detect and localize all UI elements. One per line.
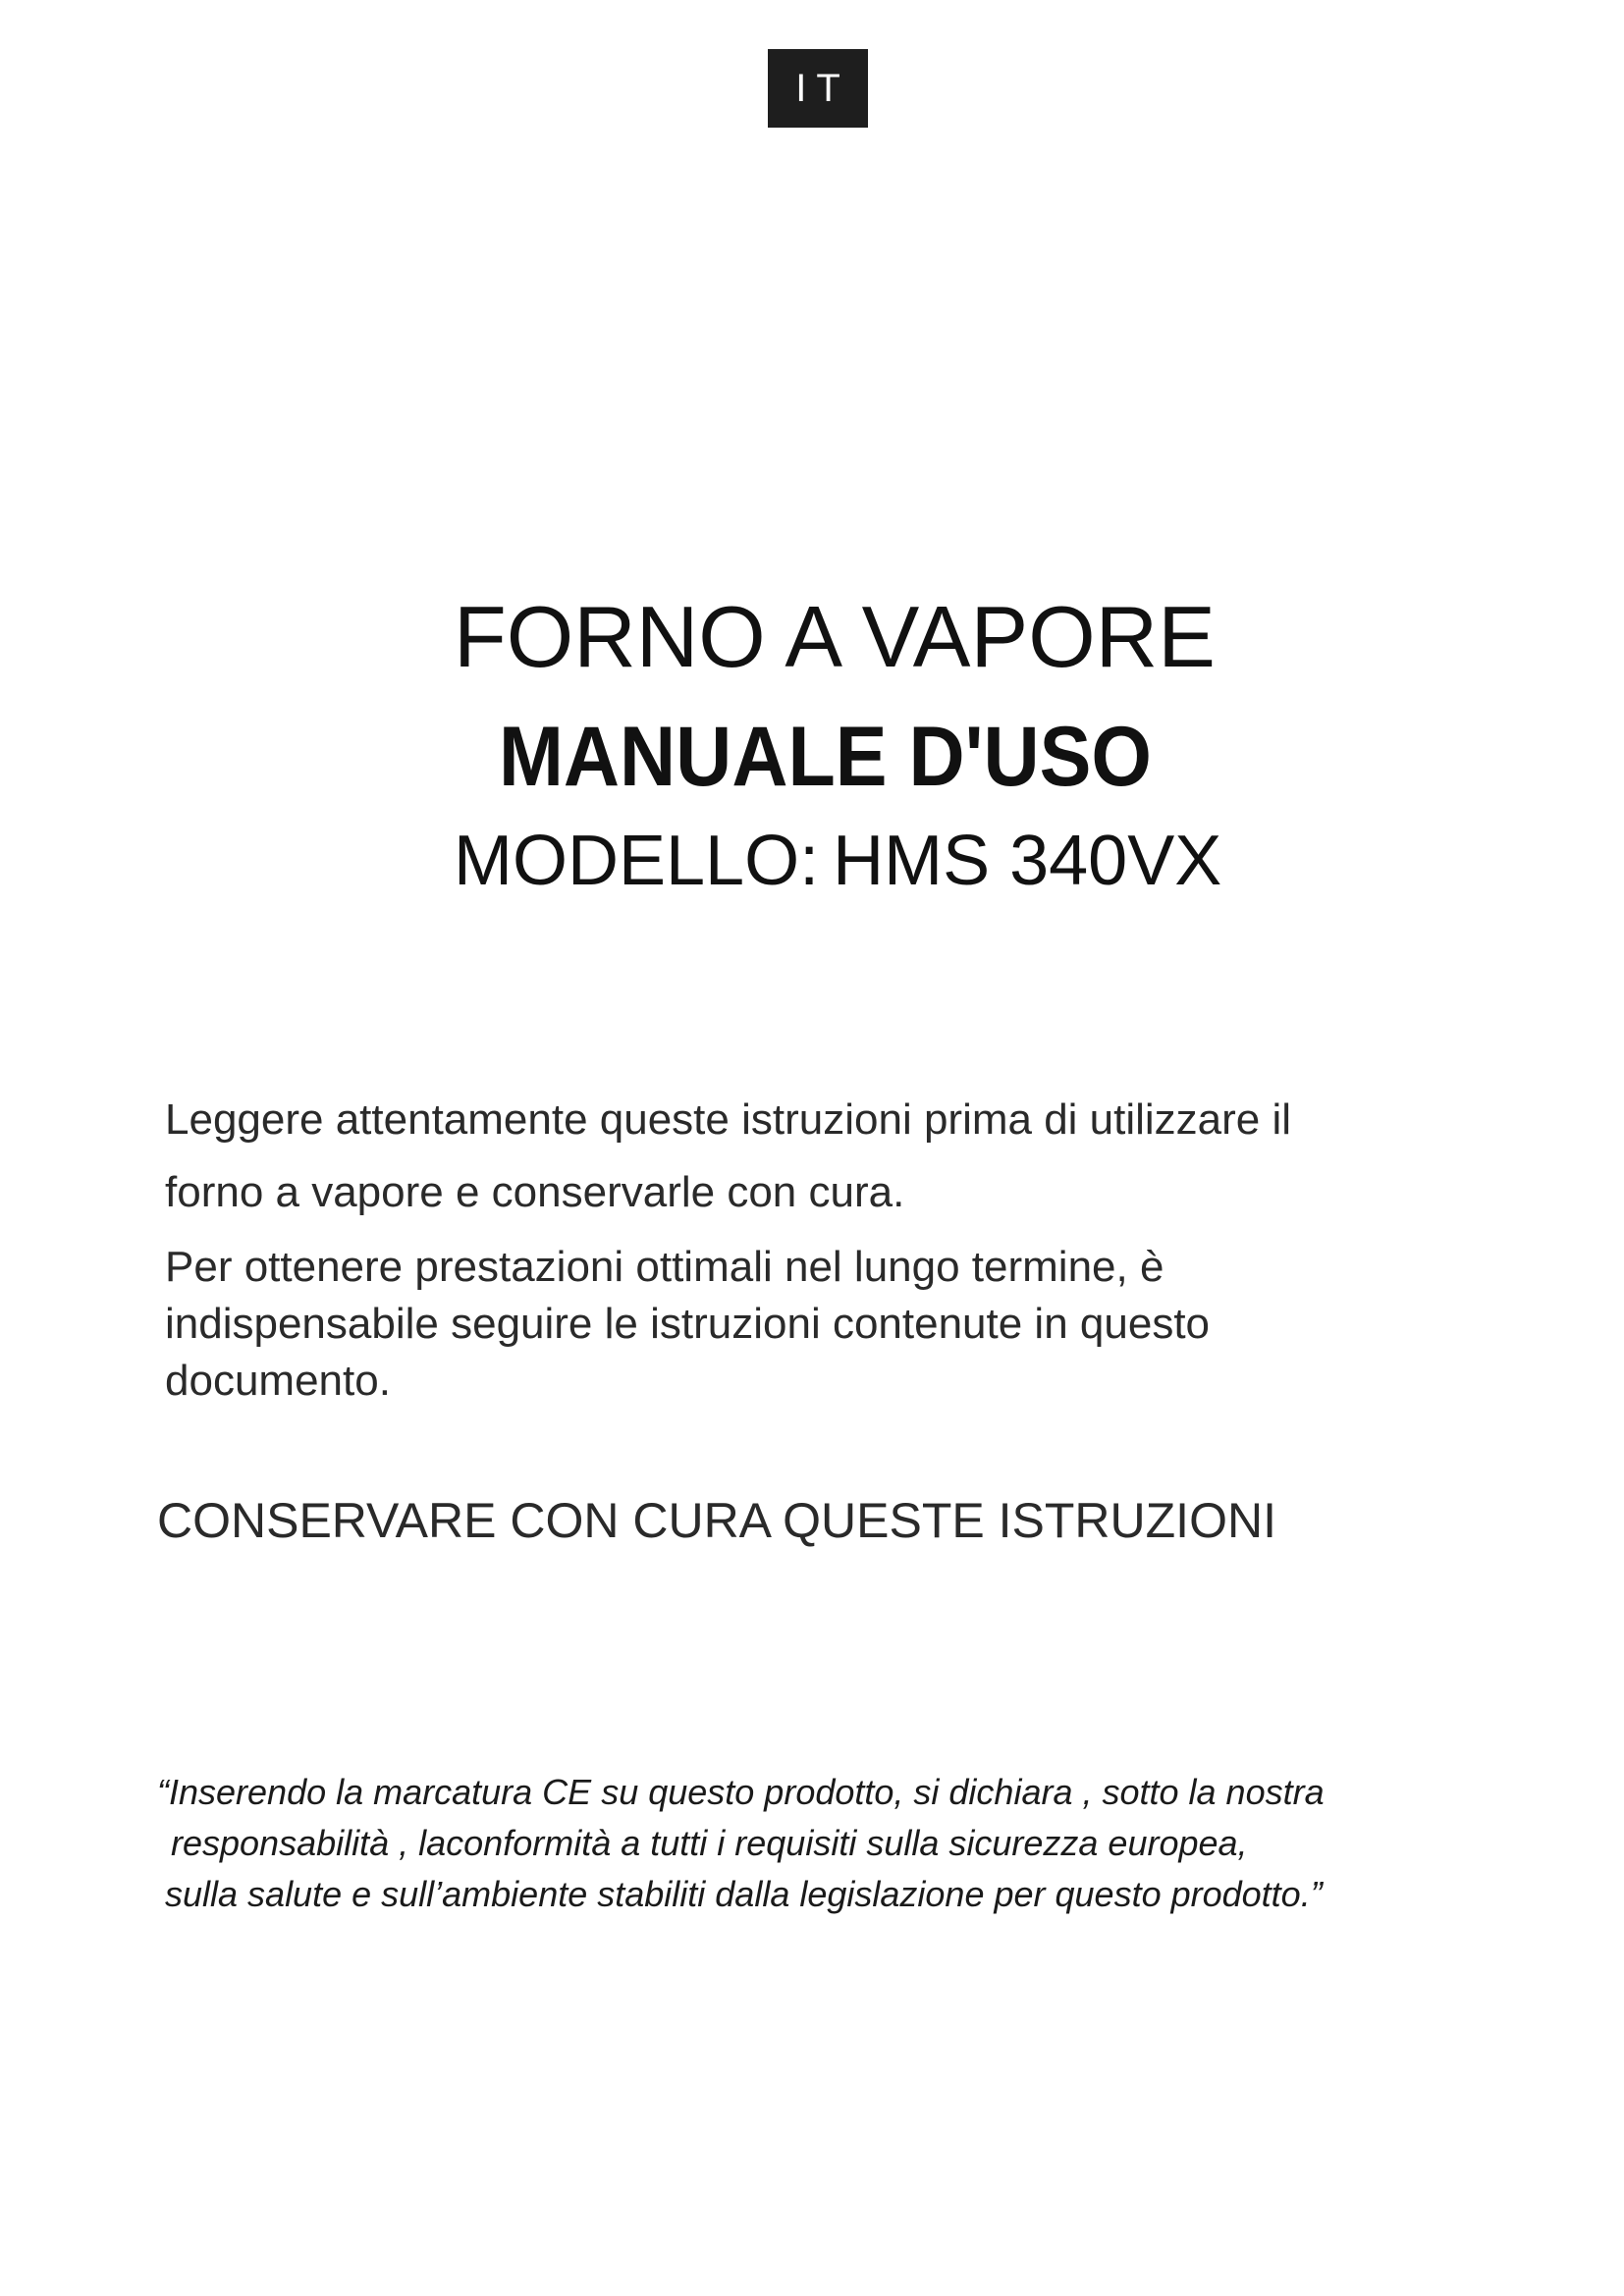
model-line xyxy=(454,821,1221,901)
ce-line: sulla salute e sull’ambiente stabiliti dalla legislazione per questo prodotto.” xyxy=(165,1874,1323,1914)
model-code: HMS 340VX xyxy=(833,822,1222,900)
intro-line: Leggere attentamente queste istruzioni prima di utilizzare il xyxy=(165,1095,1292,1144)
document-subtitle: MANUALE D'USO xyxy=(499,710,1152,804)
ce-line: responsabilità , laconformità a tutti i requisiti sulla sicurezza europea, xyxy=(171,1823,1248,1863)
intro-line: forno a vapore e conservarle con cura. xyxy=(165,1168,905,1216)
intro-paragraph xyxy=(165,1084,1291,1229)
intro-paragraph-2 xyxy=(165,1239,1210,1410)
ce-line: “Inserendo la marcatura CE su questo prodotto, si dichiara , sotto la nostra xyxy=(157,1772,1325,1812)
document-title: FORNO A VAPORE xyxy=(454,588,1216,685)
intro-line: indispensabile seguire le istruzioni contenute in questo xyxy=(165,1300,1211,1348)
language-badge: IT xyxy=(768,49,868,128)
intro-line: Per ottenere prestazioni ottimali nel lungo termine, è xyxy=(165,1243,1164,1291)
keep-instructions-notice: CONSERVARE CON CURA QUESTE ISTRUZIONI xyxy=(157,1493,1276,1548)
model-label: MODELLO: xyxy=(454,822,820,900)
ce-declaration xyxy=(157,1767,1325,1920)
intro-line: documento. xyxy=(165,1357,391,1405)
